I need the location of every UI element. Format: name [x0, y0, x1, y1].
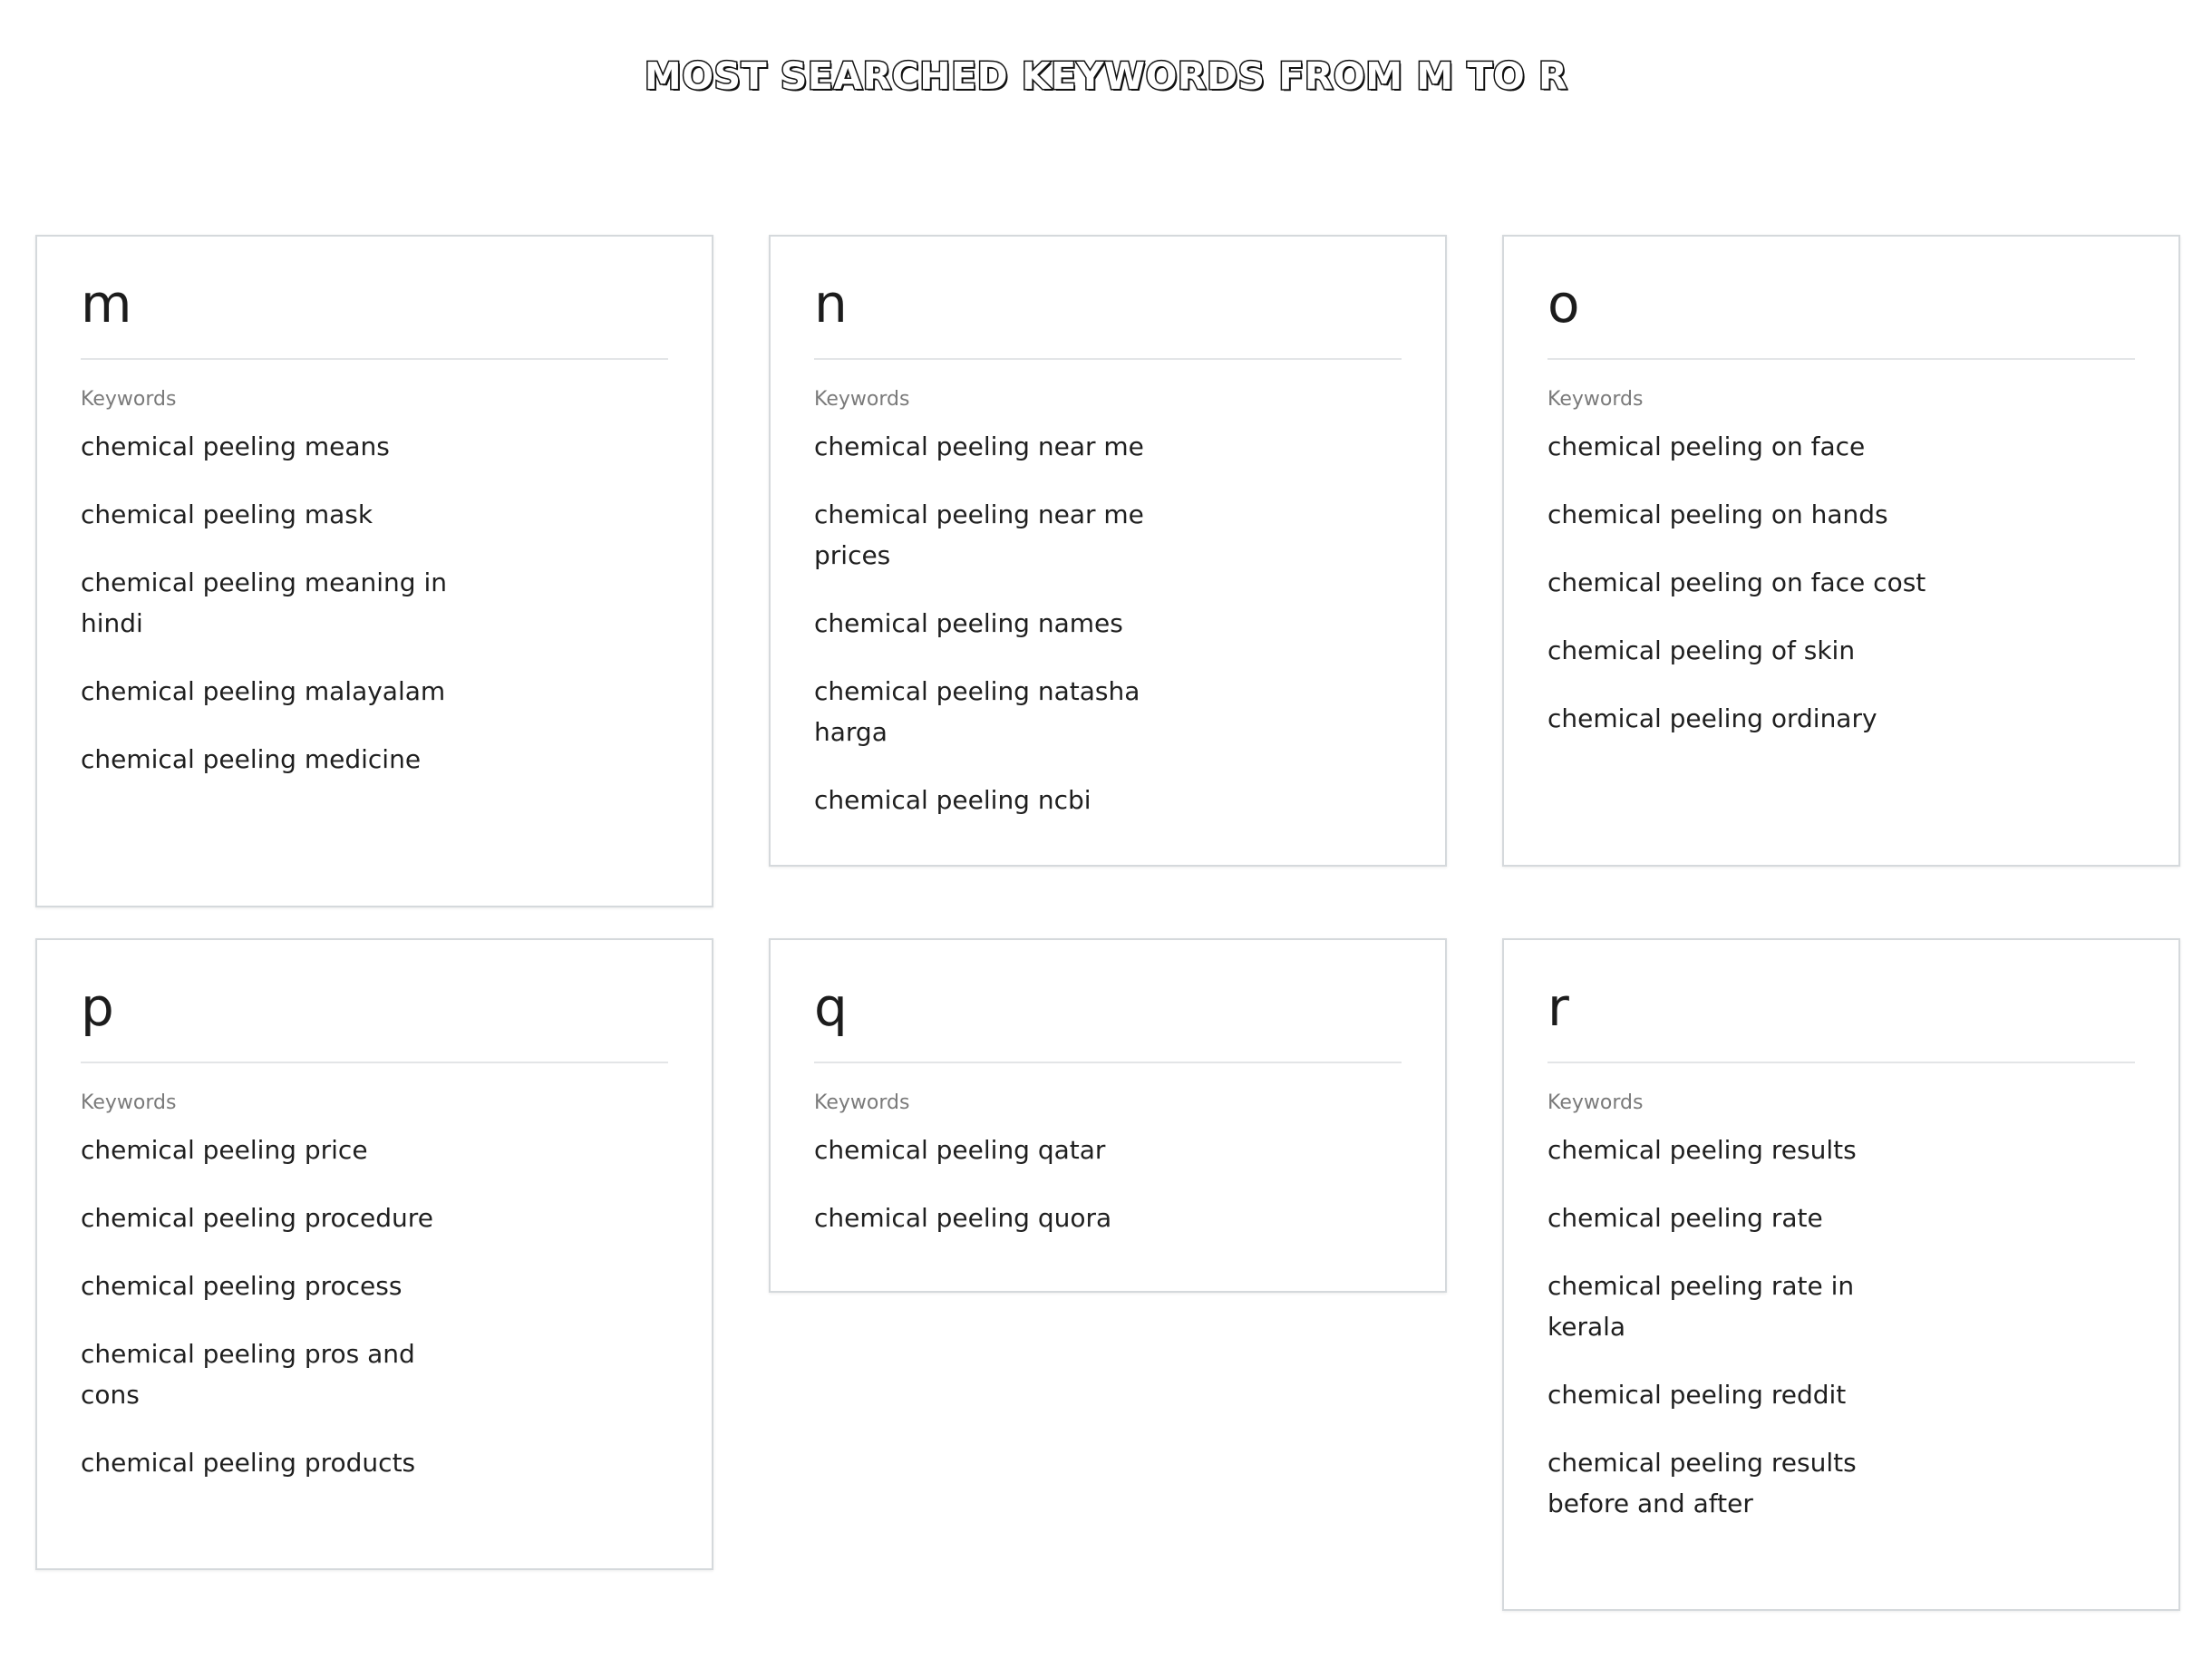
- card-sublabel: Keywords: [81, 1091, 177, 1114]
- keyword-link[interactable]: chemical peeling reddit: [1547, 1380, 1847, 1410]
- keyword-link[interactable]: chemical peeling on hands: [1547, 499, 1888, 529]
- keyword-list: [814, 426, 1402, 820]
- keyword-link[interactable]: chemical peeling names: [814, 608, 1123, 638]
- keyword-list: [81, 1130, 668, 1483]
- keyword-link[interactable]: chemical peeling mask: [81, 499, 374, 529]
- card-sublabel: Keywords: [814, 1091, 910, 1114]
- card-letter: m: [81, 276, 668, 360]
- keyword-card-m: [35, 235, 713, 907]
- keyword-link[interactable]: chemical peeling medicine: [81, 744, 422, 774]
- keyword-link[interactable]: chemical peeling pros and cons: [81, 1339, 415, 1410]
- keyword-link[interactable]: chemical peeling price: [81, 1135, 368, 1165]
- keyword-card-grid: [35, 235, 2181, 1611]
- keyword-link[interactable]: chemical peeling process: [81, 1271, 403, 1301]
- card-sublabel: Keywords: [81, 388, 177, 411]
- keyword-link[interactable]: chemical peeling rate in kerala: [1547, 1271, 1855, 1342]
- keyword-list: [1547, 426, 2135, 739]
- card-letter: q: [814, 980, 1402, 1063]
- keyword-list: [1547, 1130, 2135, 1524]
- keyword-list: [81, 426, 668, 780]
- keyword-link[interactable]: chemical peeling malayalam: [81, 676, 446, 706]
- keyword-link[interactable]: chemical peeling rate: [1547, 1203, 1823, 1233]
- card-letter: o: [1547, 276, 2135, 360]
- keyword-link[interactable]: chemical peeling on face: [1547, 432, 1866, 461]
- keyword-card-n: [769, 235, 1447, 867]
- keyword-link[interactable]: chemical peeling quora: [814, 1203, 1112, 1233]
- keyword-link[interactable]: chemical peeling near me prices: [814, 499, 1144, 570]
- card-sublabel: Keywords: [814, 388, 910, 411]
- card-sublabel: Keywords: [1547, 1091, 1644, 1114]
- page-title: MOST SEARCHED KEYWORDS FROM M TO R: [644, 54, 1568, 98]
- keyword-link[interactable]: chemical peeling products: [81, 1448, 416, 1478]
- keyword-link[interactable]: chemical peeling ncbi: [814, 785, 1091, 815]
- card-letter: r: [1547, 980, 2135, 1063]
- keyword-link[interactable]: chemical peeling qatar: [814, 1135, 1106, 1165]
- card-letter: p: [81, 980, 668, 1063]
- keyword-link[interactable]: chemical peeling ordinary: [1547, 703, 1877, 733]
- keyword-link[interactable]: chemical peeling on face cost: [1547, 567, 1926, 597]
- keyword-card-q: [769, 938, 1447, 1293]
- card-sublabel: Keywords: [1547, 388, 1644, 411]
- keyword-link[interactable]: chemical peeling results before and after: [1547, 1448, 1857, 1518]
- keyword-link[interactable]: chemical peeling results: [1547, 1135, 1857, 1165]
- keyword-link[interactable]: chemical peeling natasha harga: [814, 676, 1140, 747]
- card-letter: n: [814, 276, 1402, 360]
- keyword-link[interactable]: chemical peeling means: [81, 432, 390, 461]
- keyword-card-o: [1502, 235, 2180, 867]
- keyword-list: [814, 1130, 1402, 1238]
- keyword-link[interactable]: chemical peeling of skin: [1547, 635, 1856, 665]
- keyword-link[interactable]: chemical peeling meaning in hindi: [81, 567, 447, 638]
- keyword-link[interactable]: chemical peeling procedure: [81, 1203, 433, 1233]
- keyword-card-r: [1502, 938, 2180, 1611]
- keyword-link[interactable]: chemical peeling near me: [814, 432, 1144, 461]
- keyword-card-p: [35, 938, 713, 1570]
